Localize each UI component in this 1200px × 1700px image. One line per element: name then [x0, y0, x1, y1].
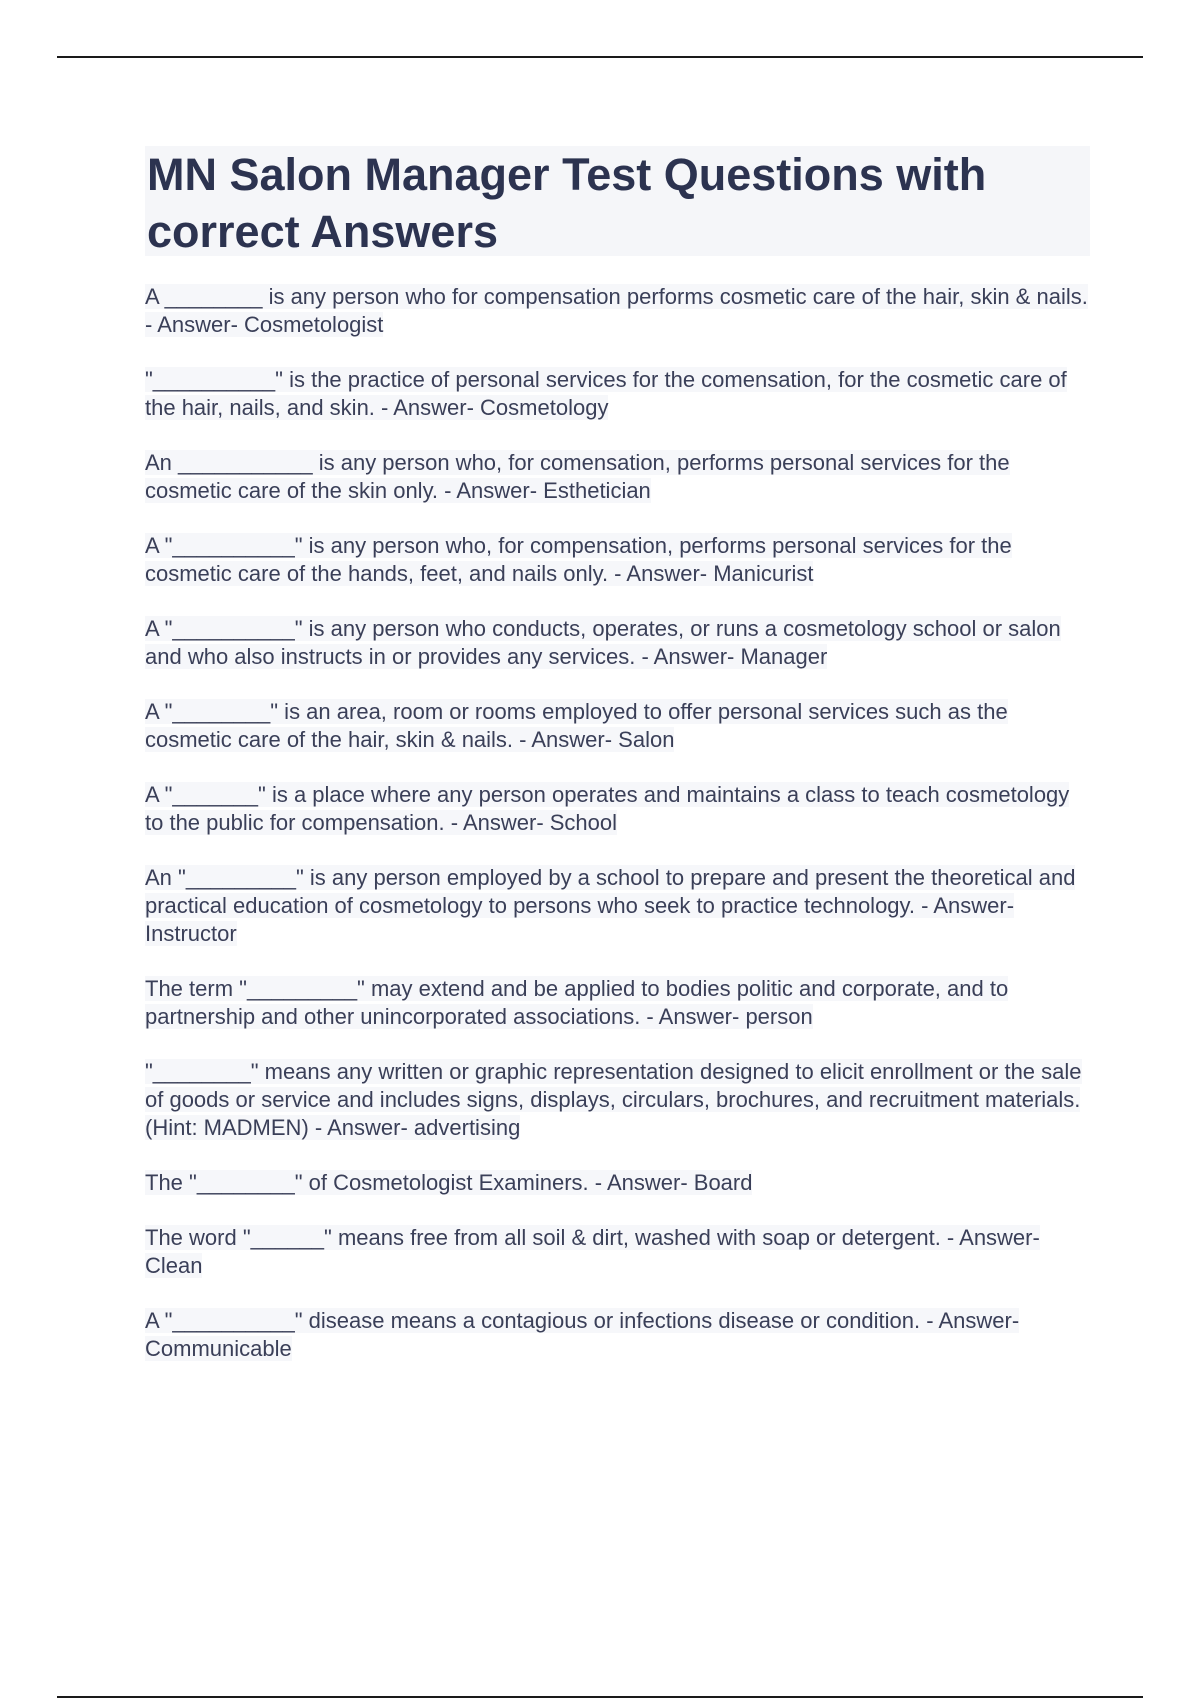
qa-item: [145, 698, 1090, 754]
qa-item: [145, 975, 1090, 1031]
qa-text: A "_______" is a place where any person operates and maintains a class to teach cosmetology to the public for compensation. - Answer- School: [145, 782, 1070, 835]
qa-item: [145, 781, 1090, 837]
qa-item: [145, 283, 1090, 339]
qa-text: A "__________" is any person who, for compensation, performs personal services for the cosmetic care of the hands, feet, and nails only. - Answer- Manicurist: [145, 533, 1012, 586]
qa-item: [145, 1307, 1090, 1363]
qa-text: A "__________" disease means a contagious or infections disease or condition. - Answer- Communicable: [145, 1308, 1020, 1361]
bottom-rule: [57, 1696, 1143, 1698]
qa-item: [145, 1169, 1090, 1197]
title-block: [145, 146, 1090, 256]
qa-item: [145, 615, 1090, 671]
qa-item: [145, 366, 1090, 422]
qa-item: [145, 1058, 1090, 1142]
qa-item: [145, 532, 1090, 588]
qa-text: The "________" of Cosmetologist Examiners. - Answer- Board: [145, 1170, 753, 1195]
qa-list: [145, 283, 1090, 1390]
qa-text: A "________" is an area, room or rooms employed to offer personal services such as the cosmetic care of the hair, skin & nails. - Answer- Salon: [145, 699, 1008, 752]
qa-text: An "_________" is any person employed by a school to prepare and present the theoretical and practical education of cosmetology to persons who seek to practice technology. - Answer- Instructor: [145, 865, 1076, 946]
qa-text: "________" means any written or graphic representation designed to elicit enrollment or the sale of goods or service and includes signs, displays, circulars, brochures, and recruitment materials. (Hint: MADMEN) - Answer- advertising: [145, 1059, 1082, 1140]
qa-text: The word "______" means free from all soil & dirt, washed with soap or detergent. - Answer- Clean: [145, 1225, 1040, 1278]
document-title: MN Salon Manager Test Questions with correct Answers: [147, 149, 987, 257]
qa-item: [145, 449, 1090, 505]
qa-text: A ________ is any person who for compensation performs cosmetic care of the hair, skin & nails. - Answer- Cosmetologist: [145, 284, 1088, 337]
qa-text: The term "_________" may extend and be applied to bodies politic and corporate, and to partnership and other unincorporated associations. - Answer- person: [145, 976, 1009, 1029]
qa-item: [145, 864, 1090, 948]
qa-item: [145, 1224, 1090, 1280]
qa-text: "__________" is the practice of personal services for the comensation, for the cosmetic care of the hair, nails, and skin. - Answer- Cosmetology: [145, 367, 1067, 420]
top-rule: [57, 56, 1143, 58]
qa-text: An ___________ is any person who, for comensation, performs personal services for the cosmetic care of the skin only. - Answer- Esthetician: [145, 450, 1010, 503]
qa-text: A "__________" is any person who conducts, operates, or runs a cosmetology school or salon and who also instructs in or provides any services. - Answer- Manager: [145, 616, 1061, 669]
